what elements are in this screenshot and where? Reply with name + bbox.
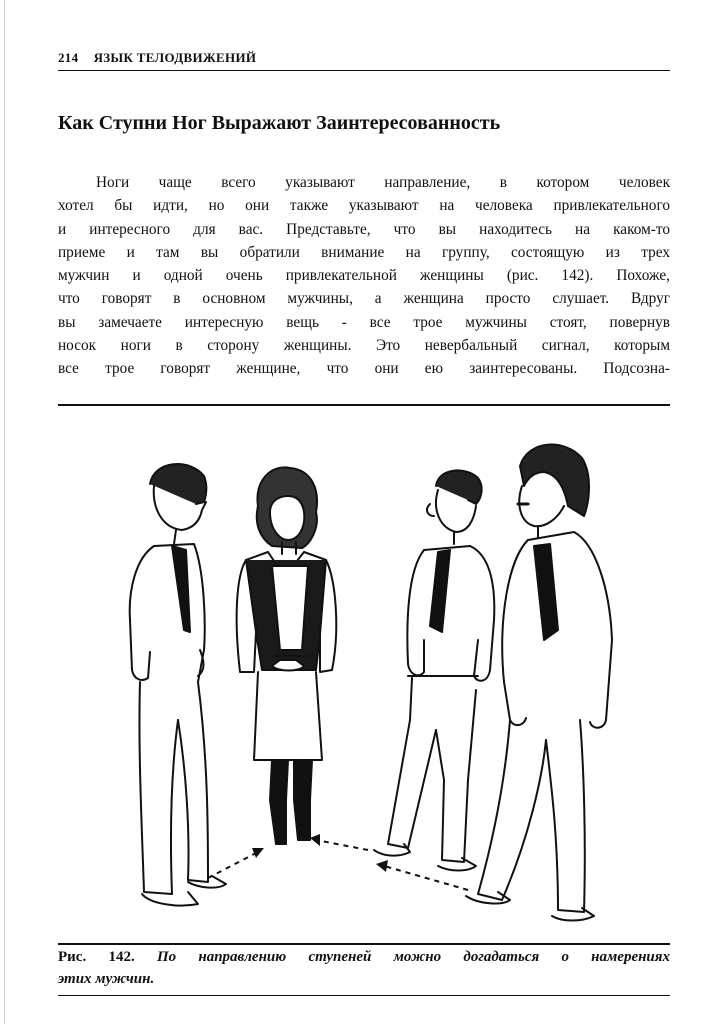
caption-line [58, 946, 670, 968]
running-title: ЯЗЫК ТЕЛОДВИЖЕНИЙ [93, 50, 257, 65]
body-paragraph [58, 171, 670, 381]
figure-top-rule [58, 404, 670, 406]
body-line: мужчин и одной очень привлекательной женщины (рис. 142). Похоже, [58, 267, 670, 285]
caption-label: Рис. 142. [58, 949, 135, 965]
caption-top-rule [58, 943, 670, 945]
man-right-figure [466, 445, 612, 921]
body-line: вы замечаете интересную вещь - все трое мужчины стоят, повернув [58, 313, 670, 331]
body-line: хотел бы идти, но они также указывают на человека привлекательного [58, 197, 670, 215]
caption-line [58, 968, 670, 990]
body-line: что говорят в основном мужчины, а женщина просто слушает. Вдруг [58, 290, 670, 308]
caption-bottom-rule [58, 995, 670, 996]
caption-text: По направлению ступеней можно догадаться о намерениях [156, 949, 671, 965]
header-rule [58, 70, 670, 71]
body-line: приеме и там вы обратили внимание на группу, состоящую из трех [58, 243, 670, 261]
page-number: 214 [58, 50, 79, 65]
group-illustration [58, 420, 670, 940]
man-left-figure [130, 464, 226, 906]
body-line: носок ноги в сторону женщины. Это невербальный сигнал, которым [58, 337, 670, 355]
direction-arrows [208, 840, 468, 890]
figure-caption [58, 946, 670, 990]
arrow-left-man [208, 852, 258, 878]
running-header [58, 50, 670, 70]
man-centre-right-figure [374, 470, 494, 870]
arrow-centre-man [316, 840, 368, 850]
body-line: Ноги чаще всего указывают направление, в котором человек [96, 174, 670, 191]
caption-text-continued: этих мужчин. [58, 971, 155, 987]
page-edge [4, 0, 5, 1024]
body-line: и интересного для вас. Представьте, что вы находитесь на каком-то [58, 220, 670, 238]
arrowheads [252, 834, 388, 872]
body-line: все трое говорят женщине, что они ею заинтересованы. Подсозна- [58, 360, 670, 378]
woman-figure [237, 467, 337, 844]
section-title: Как Ступни Ног Выражают Заинтересованность [58, 112, 501, 134]
figure-illustration [58, 420, 670, 940]
